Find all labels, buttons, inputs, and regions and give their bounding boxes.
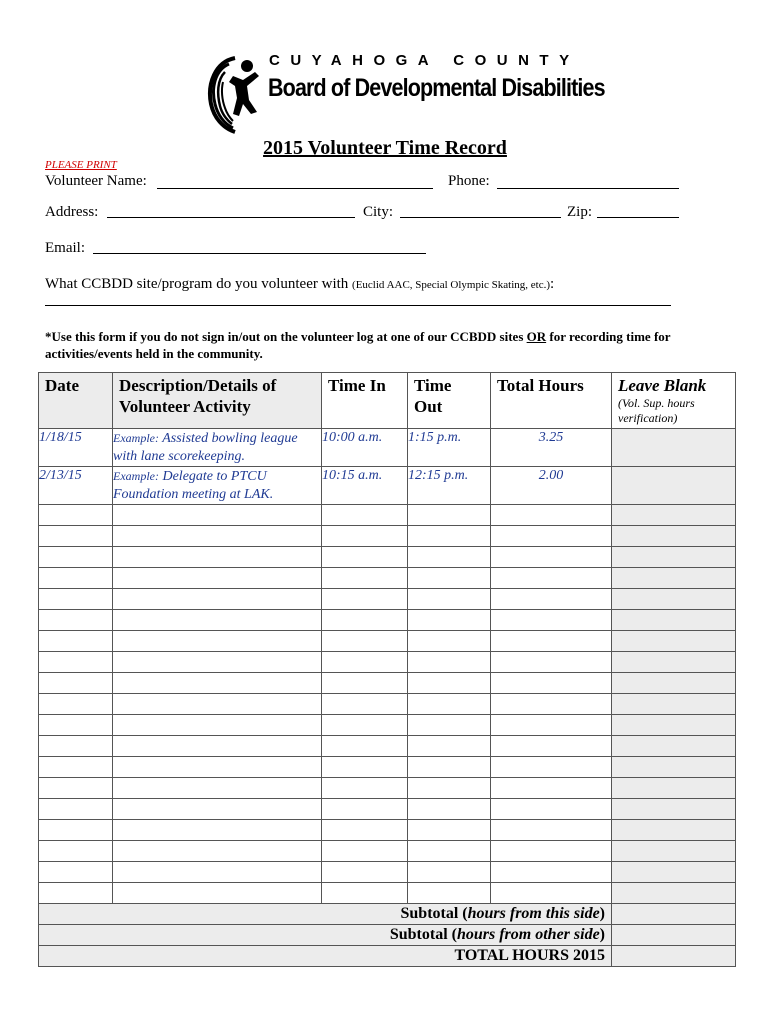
entry-time-in-cell[interactable] <box>322 757 408 778</box>
subtotal-emph: hours from this side <box>467 905 600 922</box>
entry-time-out-cell[interactable] <box>408 505 491 526</box>
example-time-out: 12:15 p.m. <box>408 467 491 505</box>
header-time-in: Time In <box>322 373 408 429</box>
entry-description-cell[interactable] <box>113 799 322 820</box>
entry-description-cell[interactable] <box>113 694 322 715</box>
verification-cell[interactable] <box>612 526 736 547</box>
entry-time-in-cell[interactable] <box>322 526 408 547</box>
table-header-row <box>39 373 736 429</box>
entry-time-in-cell[interactable] <box>322 652 408 673</box>
entry-time-in-cell[interactable] <box>322 673 408 694</box>
entry-hours-cell[interactable] <box>491 799 612 820</box>
example-description <box>113 429 322 467</box>
entry-row <box>39 883 736 904</box>
entry-date-cell[interactable] <box>39 631 113 652</box>
entry-date-cell[interactable] <box>39 547 113 568</box>
entry-time-out-cell[interactable] <box>408 799 491 820</box>
entry-time-in-cell[interactable] <box>322 883 408 904</box>
entry-time-out-cell[interactable] <box>408 631 491 652</box>
entry-time-out-cell[interactable] <box>408 841 491 862</box>
example-label: Example: <box>113 431 159 445</box>
entry-time-in-cell[interactable] <box>322 799 408 820</box>
entry-row <box>39 757 736 778</box>
please-print-note: PLEASE PRINT <box>45 159 117 171</box>
subtotal-text: Subtotal ( <box>389 926 457 943</box>
verification-cell[interactable] <box>612 862 736 883</box>
verification-cell[interactable] <box>612 589 736 610</box>
entry-row <box>39 547 736 568</box>
example-time-in: 10:00 a.m. <box>322 429 408 467</box>
subtotal-close: ) <box>599 926 605 943</box>
entry-time-out-cell[interactable] <box>408 652 491 673</box>
entry-description-cell[interactable] <box>113 526 322 547</box>
verification-cell[interactable] <box>612 673 736 694</box>
entry-date-cell[interactable] <box>39 841 113 862</box>
verification-cell[interactable] <box>612 568 736 589</box>
header-description-line2: Volunteer Activity <box>119 397 251 416</box>
header-leave-blank <box>612 373 736 429</box>
entry-time-in-cell[interactable] <box>322 715 408 736</box>
entry-row <box>39 589 736 610</box>
city-field[interactable] <box>400 217 561 218</box>
entry-description-cell[interactable] <box>113 610 322 631</box>
example-hours: 3.25 <box>491 429 612 467</box>
entry-description-cell[interactable] <box>113 757 322 778</box>
email-field[interactable] <box>93 253 426 254</box>
entry-date-cell[interactable] <box>39 673 113 694</box>
entry-description-cell[interactable] <box>113 862 322 883</box>
entry-hours-cell[interactable] <box>491 715 612 736</box>
verification-cell[interactable] <box>612 429 736 467</box>
example-row-1 <box>39 429 736 467</box>
entry-time-out-cell[interactable] <box>408 778 491 799</box>
verification-cell[interactable] <box>612 799 736 820</box>
example-time-out: 1:15 p.m. <box>408 429 491 467</box>
entry-hours-cell[interactable] <box>491 589 612 610</box>
site-question <box>45 276 554 293</box>
header-date: Date <box>39 373 113 429</box>
entry-time-out-cell[interactable] <box>408 820 491 841</box>
header-leave-blank-sub: (Vol. Sup. hours verification) <box>618 396 695 425</box>
example-description-text: Delegate to PTCU Foundation meeting at LAK. <box>113 469 274 502</box>
entry-date-cell[interactable] <box>39 736 113 757</box>
verification-cell[interactable] <box>612 652 736 673</box>
entry-time-in-cell[interactable] <box>322 862 408 883</box>
entry-description-cell[interactable] <box>113 715 322 736</box>
entry-time-in-cell[interactable] <box>322 820 408 841</box>
entry-date-cell[interactable] <box>39 589 113 610</box>
verification-cell[interactable] <box>612 631 736 652</box>
total-hours-value[interactable] <box>612 946 736 967</box>
site-question-text: What CCBDD site/program do you volunteer with <box>45 276 349 292</box>
entry-date-cell[interactable] <box>39 715 113 736</box>
entry-hours-cell[interactable] <box>491 883 612 904</box>
entry-time-in-cell[interactable] <box>322 631 408 652</box>
entry-hours-cell[interactable] <box>491 610 612 631</box>
entry-date-cell[interactable] <box>39 757 113 778</box>
entry-description-cell[interactable] <box>113 652 322 673</box>
entry-description-cell[interactable] <box>113 547 322 568</box>
volunteer-time-table <box>38 372 736 967</box>
entry-date-cell[interactable] <box>39 694 113 715</box>
site-program-field[interactable] <box>45 305 671 306</box>
entry-hours-cell[interactable] <box>491 631 612 652</box>
entry-time-out-cell[interactable] <box>408 547 491 568</box>
subtotal-emph: hours from other side <box>456 926 600 943</box>
site-question-examples: (Euclid AAC, Special Olympic Skating, etc.) <box>352 279 551 291</box>
verification-cell[interactable] <box>612 610 736 631</box>
entry-row <box>39 505 736 526</box>
entry-time-out-cell[interactable] <box>408 715 491 736</box>
subtotal-text: Subtotal ( <box>400 905 468 922</box>
verification-cell[interactable] <box>612 736 736 757</box>
entry-description-cell[interactable] <box>113 673 322 694</box>
entry-description-cell[interactable] <box>113 631 322 652</box>
entry-time-in-cell[interactable] <box>322 736 408 757</box>
entry-row <box>39 841 736 862</box>
organization-logo <box>205 52 605 136</box>
volunteer-name-field[interactable] <box>157 188 433 189</box>
entry-date-cell[interactable] <box>39 883 113 904</box>
city-label: City: <box>363 204 394 220</box>
entry-row <box>39 778 736 799</box>
verification-cell[interactable] <box>612 715 736 736</box>
entry-description-cell[interactable] <box>113 778 322 799</box>
verification-cell[interactable] <box>612 820 736 841</box>
entry-hours-cell[interactable] <box>491 757 612 778</box>
example-date: 1/18/15 <box>39 429 113 467</box>
entry-description-cell[interactable] <box>113 841 322 862</box>
entry-row <box>39 673 736 694</box>
entry-time-in-cell[interactable] <box>322 778 408 799</box>
verification-cell[interactable] <box>612 883 736 904</box>
example-date: 2/13/15 <box>39 467 113 505</box>
site-question-colon: : <box>550 276 555 292</box>
entry-hours-cell[interactable] <box>491 526 612 547</box>
header-description <box>113 373 322 429</box>
example-description <box>113 467 322 505</box>
entry-date-cell[interactable] <box>39 568 113 589</box>
zip-field[interactable] <box>597 217 679 218</box>
entry-hours-cell[interactable] <box>491 694 612 715</box>
entry-time-out-cell[interactable] <box>408 589 491 610</box>
entry-description-cell[interactable] <box>113 505 322 526</box>
entry-description-cell[interactable] <box>113 736 322 757</box>
entry-time-in-cell[interactable] <box>322 568 408 589</box>
verification-cell[interactable] <box>612 505 736 526</box>
entry-row <box>39 694 736 715</box>
entry-description-cell[interactable] <box>113 568 322 589</box>
entry-row <box>39 526 736 547</box>
subtotal-close: ) <box>599 905 605 922</box>
subtotal-this-side-row <box>39 904 736 925</box>
subtotal-other-side-value[interactable] <box>612 925 736 946</box>
entry-date-cell[interactable] <box>39 505 113 526</box>
entry-time-in-cell[interactable] <box>322 547 408 568</box>
email-label: Email: <box>45 240 85 256</box>
example-hours: 2.00 <box>491 467 612 505</box>
entry-time-in-cell[interactable] <box>322 610 408 631</box>
entry-description-cell[interactable] <box>113 883 322 904</box>
total-hours-row <box>39 946 736 967</box>
entry-row <box>39 631 736 652</box>
entry-row <box>39 568 736 589</box>
header-time-out-line2: Out <box>414 397 443 416</box>
example-row-2 <box>39 467 736 505</box>
entry-time-in-cell[interactable] <box>322 505 408 526</box>
entry-time-out-cell[interactable] <box>408 757 491 778</box>
zip-label: Zip: <box>567 204 592 220</box>
verification-cell[interactable] <box>612 694 736 715</box>
entry-hours-cell[interactable] <box>491 778 612 799</box>
verification-cell[interactable] <box>612 547 736 568</box>
entry-time-out-cell[interactable] <box>408 862 491 883</box>
entry-hours-cell[interactable] <box>491 505 612 526</box>
entry-time-out-cell[interactable] <box>408 736 491 757</box>
entry-date-cell[interactable] <box>39 820 113 841</box>
header-total-hours: Total Hours <box>491 373 612 429</box>
note-text-2: for recording time for activities/events held in the community. <box>45 329 671 361</box>
entry-time-in-cell[interactable] <box>322 841 408 862</box>
instructions-note <box>45 328 735 362</box>
entry-description-cell[interactable] <box>113 820 322 841</box>
entry-date-cell[interactable] <box>39 862 113 883</box>
header-description-line1: Description/Details of <box>119 376 277 395</box>
entry-row <box>39 652 736 673</box>
verification-cell[interactable] <box>612 757 736 778</box>
entry-time-out-cell[interactable] <box>408 526 491 547</box>
volunteer-name-label: Volunteer Name: <box>45 173 147 189</box>
logo-county-text: CUYAHOGA COUNTY <box>269 52 580 69</box>
entry-date-cell[interactable] <box>39 799 113 820</box>
header-leave-blank-title: Leave Blank <box>618 376 707 395</box>
entry-hours-cell[interactable] <box>491 673 612 694</box>
total-hours-label: TOTAL HOURS 2015 <box>39 946 612 967</box>
example-time-in: 10:15 a.m. <box>322 467 408 505</box>
logo-org-name: Board of Developmental Disabilities <box>268 74 605 102</box>
entry-hours-cell[interactable] <box>491 820 612 841</box>
entry-hours-cell[interactable] <box>491 862 612 883</box>
entry-time-in-cell[interactable] <box>322 694 408 715</box>
page-title: 2015 Volunteer Time Record <box>263 137 507 159</box>
note-or: OR <box>526 329 547 344</box>
entry-time-out-cell[interactable] <box>408 610 491 631</box>
example-description-text: Assisted bowling league with lane scorekeeping. <box>113 431 298 464</box>
phone-field[interactable] <box>497 188 679 189</box>
address-field[interactable] <box>107 217 355 218</box>
subtotal-other-side-label <box>39 925 612 946</box>
header-time-out-line1: Time <box>414 376 452 395</box>
entry-row <box>39 820 736 841</box>
entry-hours-cell[interactable] <box>491 568 612 589</box>
verification-cell[interactable] <box>612 841 736 862</box>
entry-row <box>39 799 736 820</box>
subtotal-this-side-value[interactable] <box>612 904 736 925</box>
entry-date-cell[interactable] <box>39 778 113 799</box>
entry-description-cell[interactable] <box>113 589 322 610</box>
entry-row <box>39 862 736 883</box>
entry-hours-cell[interactable] <box>491 547 612 568</box>
subtotal-other-side-row <box>39 925 736 946</box>
entry-date-cell[interactable] <box>39 652 113 673</box>
entry-row <box>39 610 736 631</box>
entry-time-out-cell[interactable] <box>408 694 491 715</box>
verification-cell[interactable] <box>612 467 736 505</box>
entry-date-cell[interactable] <box>39 526 113 547</box>
entry-row <box>39 736 736 757</box>
address-label: Address: <box>45 204 99 220</box>
entry-hours-cell[interactable] <box>491 736 612 757</box>
note-text-1: *Use this form if you do not sign in/out on the volunteer log at one of our CCBDD sites <box>45 329 527 344</box>
subtotal-this-side-label <box>39 904 612 925</box>
entry-time-out-cell[interactable] <box>408 568 491 589</box>
entry-hours-cell[interactable] <box>491 841 612 862</box>
example-label: Example: <box>113 469 159 483</box>
entry-date-cell[interactable] <box>39 610 113 631</box>
entry-hours-cell[interactable] <box>491 652 612 673</box>
phone-label: Phone: <box>448 173 490 189</box>
entry-time-out-cell[interactable] <box>408 883 491 904</box>
entry-row <box>39 715 736 736</box>
verification-cell[interactable] <box>612 778 736 799</box>
entry-time-out-cell[interactable] <box>408 673 491 694</box>
header-time-out <box>408 373 491 429</box>
logo-figure-icon <box>205 54 267 134</box>
entry-time-in-cell[interactable] <box>322 589 408 610</box>
